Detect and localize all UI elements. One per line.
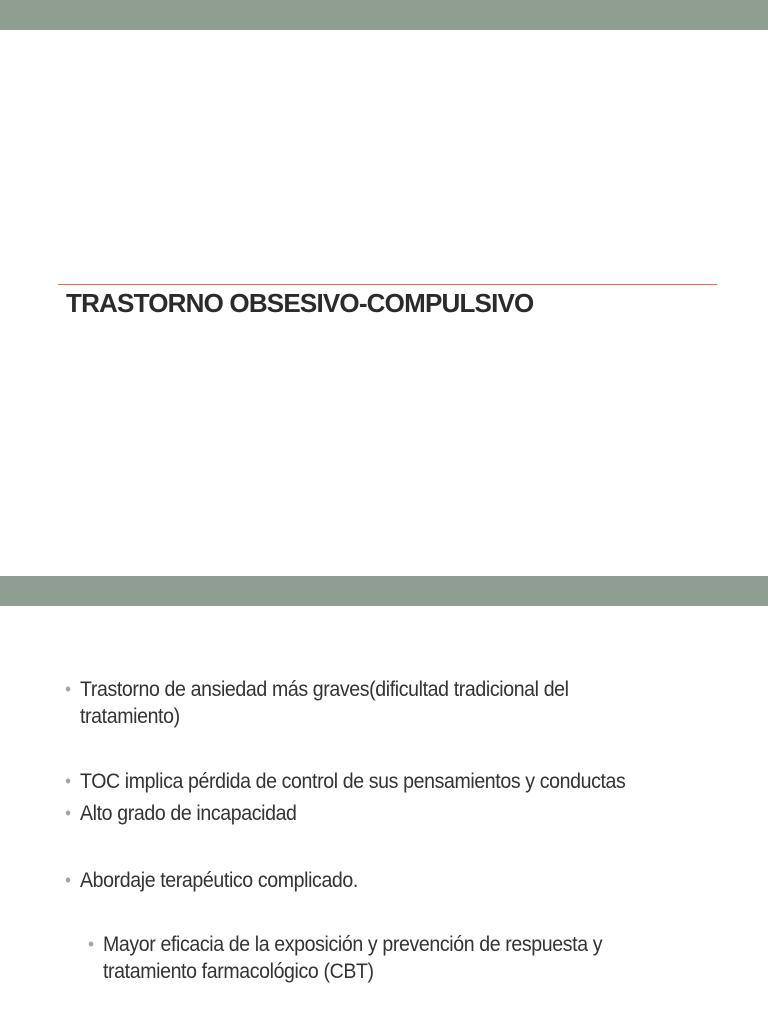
sub-bullet-text: Mayor eficacia de la exposición y prevención de respuesta y tratamiento farmacológico (CBT) — [103, 933, 603, 983]
bullet-dot-icon: • — [88, 934, 94, 954]
bullet-dot-icon: • — [65, 679, 71, 699]
bullet-dot-icon: • — [65, 870, 71, 890]
bullet-item — [65, 800, 638, 827]
bullet-text: Abordaje terapéutico complicado. — [80, 869, 358, 892]
sub-bullet-item — [88, 931, 680, 985]
bullet-text: Trastorno de ansiedad más graves(dificultad tradicional del tratamiento) — [80, 678, 569, 728]
bullet-item — [65, 768, 722, 795]
bullet-text: Alto grado de incapacidad — [80, 802, 297, 825]
bullet-dot-icon: • — [65, 771, 71, 791]
slide-title: TRASTORNO OBSESIVO-COMPULSIVO — [66, 288, 534, 318]
bullet-item — [65, 676, 638, 730]
bullet-item — [65, 867, 638, 894]
bullet-dot-icon: • — [65, 803, 71, 823]
bullet-text: TOC implica pérdida de control de sus pensamientos y conductas — [80, 770, 626, 793]
